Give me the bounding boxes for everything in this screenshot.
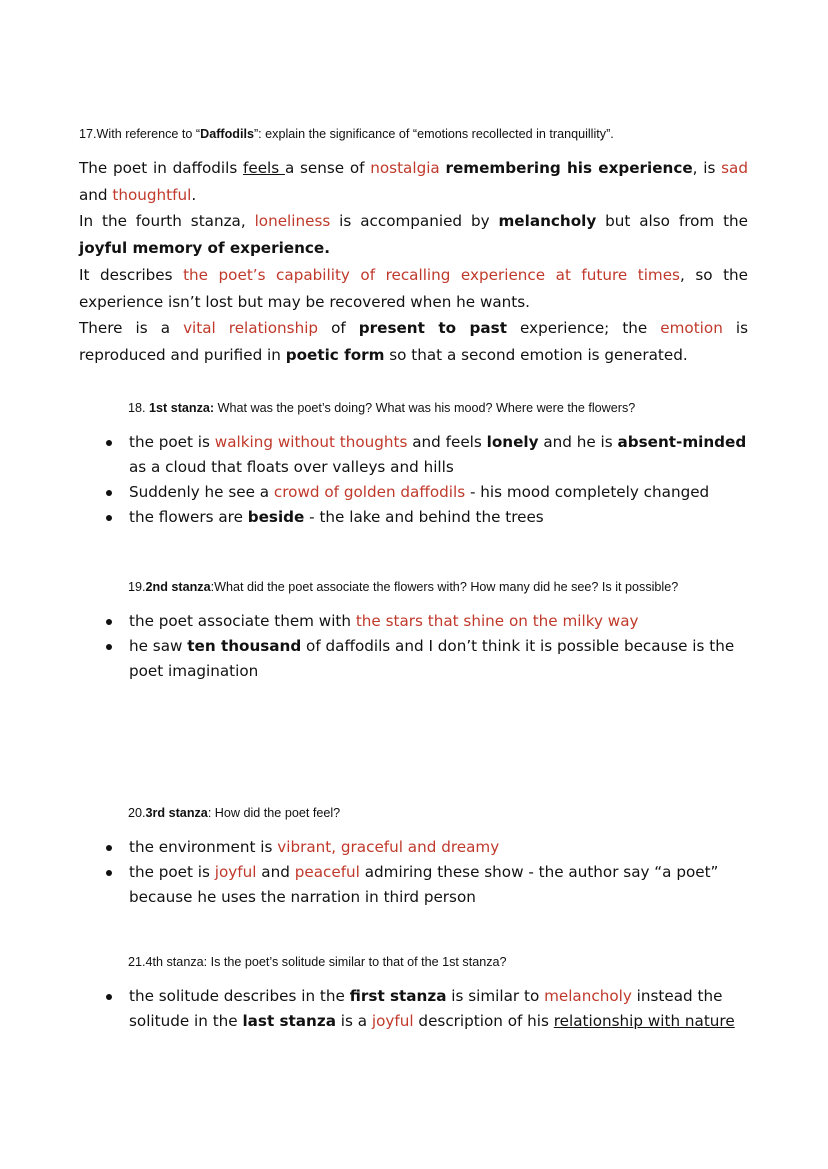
question-20: 20.3rd stanza: How did the poet feel? <box>128 806 341 820</box>
question-21: 21.4th stanza: Is the poet’s solitude similar to that of the 1st stanza? <box>128 955 507 969</box>
answer-17-line: and thoughtful. <box>79 185 197 204</box>
answer-17 <box>79 155 748 369</box>
list-item: the poet is walking without thoughts and feels lonely and he is absent-minded as a cloud that floats over valleys and hills <box>105 430 750 480</box>
question-18: 18. 1st stanza: What was the poet’s doing? What was his mood? Where were the flowers? <box>128 401 636 415</box>
list-item: the poet associate them with the stars that shine on the milky way <box>105 609 750 634</box>
answer-17-line: joyful memory of experience. <box>79 239 330 258</box>
answer-21-list <box>105 984 750 1034</box>
answer-17-line: The poet in daffodils feels a sense of nostalgia remembering his experience, is sad <box>79 159 748 177</box>
answer-17-line: In the fourth stanza, loneliness is accompanied by melancholy but also from the <box>79 212 748 231</box>
answer-19-list <box>105 609 750 684</box>
list-item: the flowers are beside - the lake and behind the trees <box>105 505 750 530</box>
question-19: 19.2nd stanza:What did the poet associate the flowers with? How many did he see? Is it possible? <box>128 580 679 594</box>
list-item: he saw ten thousand of daffodils and I don’t think it is possible because is the poet imagination <box>105 634 750 684</box>
list-item: the environment is vibrant, graceful and dreamy <box>105 835 750 860</box>
answer-17-line: There is a vital relationship of present to past experience; the emotion is <box>79 319 748 338</box>
list-item: Suddenly he see a crowd of golden daffodils - his mood completely changed <box>105 480 750 505</box>
list-item: the poet is joyful and peaceful admiring these show - the author say “a poet” because he uses the narration in third person <box>105 860 750 910</box>
answer-18-list <box>105 430 750 530</box>
question-17: 17.With reference to “Daffodils”: explain the significance of “emotions recollected in tranquillity”. <box>79 127 614 141</box>
answer-17-line: experience isn’t lost but may be recovered when he wants. <box>79 292 530 311</box>
answer-17-line: It describes the poet’s capability of recalling experience at future times, so the <box>79 265 748 284</box>
answer-20-list <box>105 835 750 910</box>
list-item: the solitude describes in the first stanza is similar to melancholy instead the solitude in the last stanza is a joyful description of his relationship with nature <box>105 984 750 1034</box>
answer-17-line: reproduced and purified in poetic form so that a second emotion is generated. <box>79 345 688 364</box>
